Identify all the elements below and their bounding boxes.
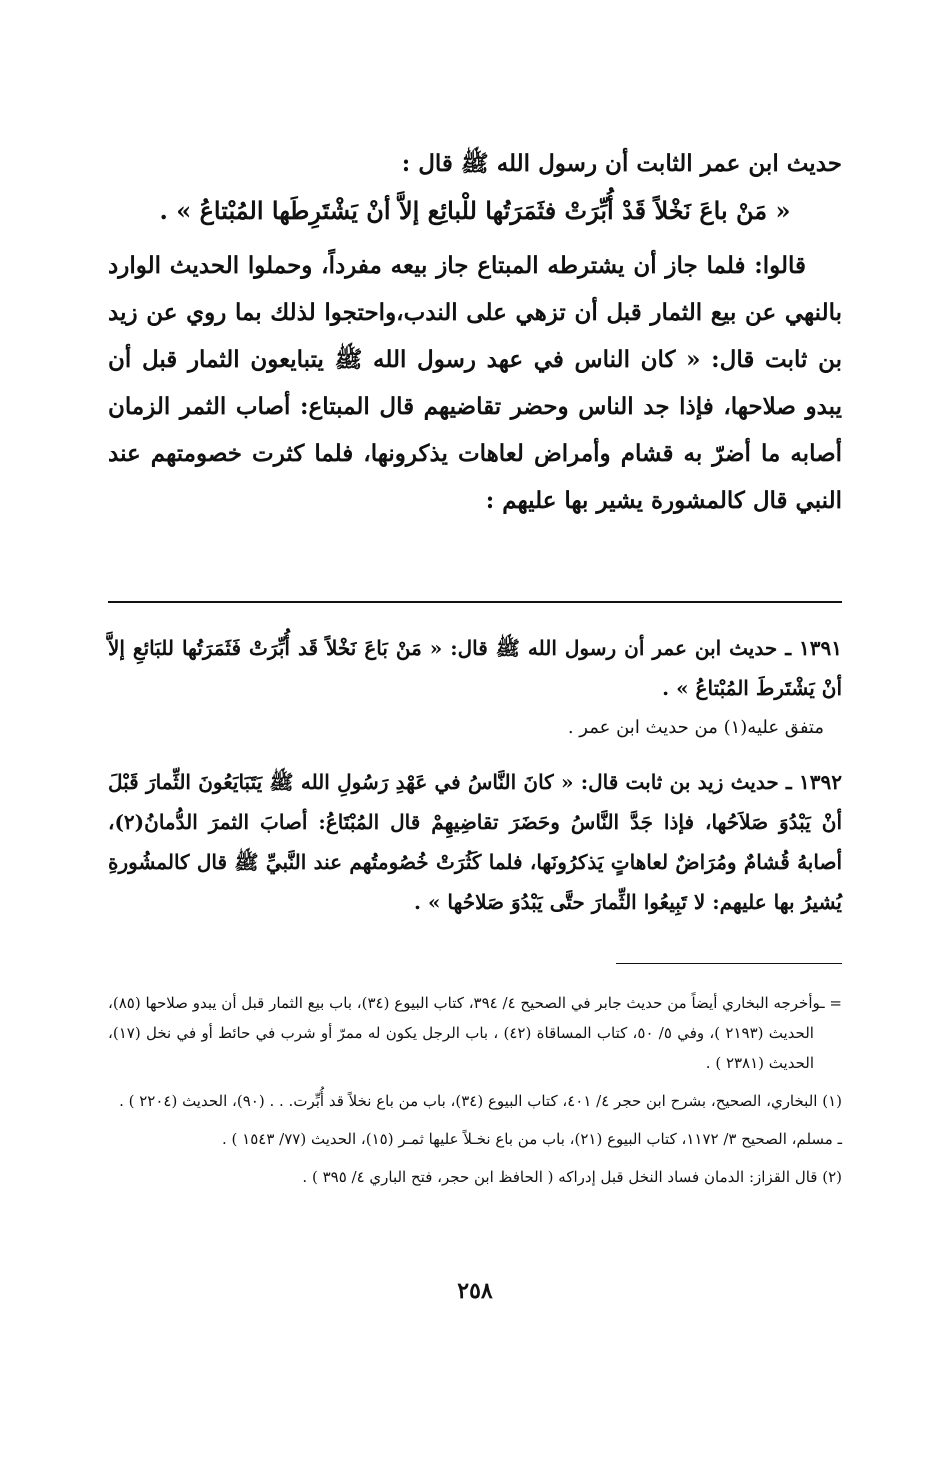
page-number: ٢٥٨ (457, 1278, 493, 1304)
hadith-quote: « مَنْ باعَ نَخْلاً قَدْ أُبِّرَتْ فثَمَرَتُها للْبائِع إلاَّ أنْ يَشْتَرِطَها المُبْتاعُ » . (159, 196, 791, 225)
main-text (108, 140, 842, 524)
hadith-entry-1392: ١٣٩٢ ـ حديث زيد بن ثابت قال: « كانَ النَّاسُ في عَهْدِ رَسُولِ الله ﷺ يَتَبَايَعُونَ الثِّمارَ قَبْلَ أنْ يَبْدُوَ صَلاَحُها، فإذا جَدَّ النَّاسُ وحَضَرَ تقاضِيهِمْ قال المُبْتَاعُ: أصابَ الثمرَ الدُّمانُ(٢)، أصابهُ قُشامٌ ومُرَاضٌ لعاهاتٍ يَذكرُونَها، فلما كَثُرَتْ خُصُومتُهم عند النَّبيِّ ﷺ قال كالمشُورةِ يُشيرُ بها عليهم: لا تَبِيعُوا الثِّمارَ حتَّى يَبْدُوَ صَلاحُها » . (108, 770, 842, 914)
footnotes-section (108, 988, 842, 1192)
hadith-notes-section (108, 628, 842, 922)
footnote-1-muslim: ـ مسلم، الصحيح ٣/ ١١٧٢، كتاب البيوع (٢١)، باب من باع نخـلاً عليها ثمـر (١٥)، الحديث (٧٧/ ١٥٤٣ ) . (222, 1130, 842, 1148)
footnote-separator-rule (616, 963, 842, 964)
hadith-intro: حديث ابن عمر الثابت أن رسول الله ﷺ قال : (401, 150, 842, 177)
footnote-continuation: = ـوأخرجه البخاري أيضاً من حديث جابر في الصحيح ٤/ ٣٩٤، كتاب البيوع (٣٤)، باب بيع الثمار قبل أن يبدو صلاحها (٨٥)، الحديث (٢١٩٣ )، وفي ٥/ ٥٠، كتاب المساقاة (٤٢) ، باب الرجل يكون له ممرّ أو شرب في حائط أو في نخل (١٧)، الحديث (٢٣٨١ ) . (108, 994, 842, 1072)
main-separator-rule (108, 601, 842, 603)
footnote-1-bukhari: (١) البخاري، الصحيح، بشرح ابن حجر ٤/ ٤٠١، كتاب البيوع (٣٤)، باب من باع نخلاً قد أُبِّرت. . . (٩٠)، الحديث (٢٢٠٤ ) . (119, 1092, 842, 1110)
hadith-attribution-1391: متفق عليه(١) من حديث ابن عمر . (567, 717, 824, 738)
hadith-entry-1391: ١٣٩١ ـ حديث ابن عمر أن رسول الله ﷺ قال: « مَنْ بَاعَ نَخْلاً قَد أُبِّرَتْ فَثَمَرَتُها للبَائعِ إلاَّ أنْ يَشْتَرطَ المُبْتاعُ » . (108, 636, 842, 700)
main-paragraph: قالوا: فلما جاز أن يشترطه المبتاع جاز بيعه مفرداً، وحملوا الحديث الوارد بالنهي عن بيع الثمار قبل أن تزهي على الندب،واحتجوا لذلك بما روي عن زيد بن ثابت قال: « كان الناس في عهد رسول الله ﷺ يتبايعون الثمار قبل أن يبدو صلاحها، فإذا جد الناس وحضر تقاضيهم قال المبتاع: أصاب الثمر الزمان أصابه ما أضرّ به قشام وأمراض لعاهات يذكرونها، فلما كثرت خصومتهم عند النبي قال كالمشورة يشير بها عليهم : (108, 252, 842, 514)
footnote-2: (٢) قال القزاز: الدمان فساد النخل قبل إدراكه ( الحافظ ابن حجر، فتح الباري ٤/ ٣٩٥ ) . (302, 1168, 842, 1186)
